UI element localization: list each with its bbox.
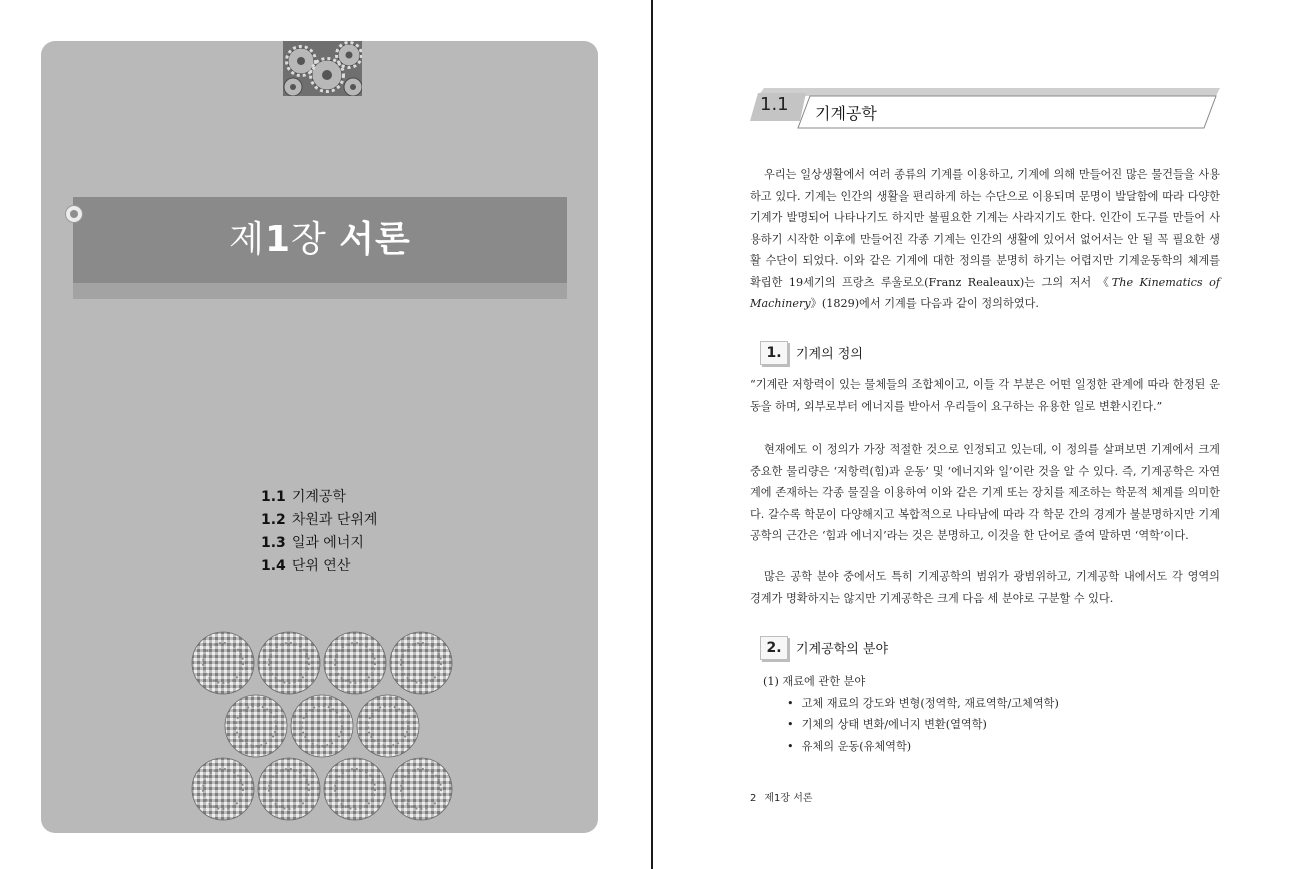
rotating-pattern-icon xyxy=(191,631,453,821)
definition-quote: “기계란 저항력이 있는 물체들의 조합체이고, 이들 각 부분은 어떤 일정한 관계에 따라 한정된 운동을 하며, 외부로부터 에너지를 받아서 우리들이 요구하는 유용한 일로 변환시킨다.” xyxy=(750,378,1220,413)
section-number: 1.1 xyxy=(760,94,789,115)
book-title: The Kinematics of Machinery xyxy=(750,275,1220,310)
subsection-number-box: 2. xyxy=(760,636,788,660)
intro-paragraph: 우리는 일상생활에서 여러 종류의 기계를 이용하고, 기계에 의해 만들어진 많은 물건들을 사용하고 있다. 기계는 인간의 생활을 편리하게 하는 수단으로 이용되며 문명이 발달함에 따라 다양한 기계가 발명되어 나타나기도 하지만 불필요한 기계는 사라지기도 한다. 인간이 도구를 만들어 사용하기 시작한 이후에 만들어진 각종 기계는 인간의 생활에 있어서 없어서는 안 될 꼭 필요한 생활 수단이 되었다. 이와 같은 기계에 대한 정의를 분명히 하기는 어렵지만 기계운동학의 체계를 확립한 19세기의 프랑츠 루울로오(Franz Realeaux)는 그의 저서 《The Kinematics of Machinery》(1829)에서 기계를 다음과 같이 정의하였다. xyxy=(750,168,1220,310)
chapter-title: 제1장 서론 xyxy=(229,219,411,260)
footer-chapter: 제1장 서론 xyxy=(764,793,813,804)
toc-item[interactable]: 1.1 기계공학 xyxy=(261,489,346,505)
section-title: 기계공학 xyxy=(815,104,877,123)
list-heading: (1) 재료에 관한 분야 xyxy=(763,675,866,688)
page-number: 2 xyxy=(750,793,757,804)
toc-item[interactable]: 1.4 단위 연산 xyxy=(261,558,351,574)
list-item: • 고체 재료의 강도와 변형(정역학, 재료역학/고체역학) xyxy=(763,693,1059,715)
page-footer xyxy=(750,789,813,804)
right-page xyxy=(653,0,1301,869)
list-item: • 유체의 운동(유체역학) xyxy=(763,736,1059,758)
gear-icon xyxy=(283,41,362,96)
optical-illusion-pattern xyxy=(191,631,453,821)
subsection-title: 기계공학의 분야 xyxy=(796,642,889,657)
list-item: • 기체의 상태 변화/에너지 변환(열역학) xyxy=(763,714,1059,736)
chapter-cover-panel xyxy=(41,41,598,833)
table-of-contents xyxy=(261,486,377,578)
fields-list xyxy=(763,671,1059,757)
toc-item[interactable]: 1.2 차원과 단위계 xyxy=(261,512,378,528)
subsection-title: 기계의 정의 xyxy=(796,347,863,362)
paragraph: 많은 공학 분야 중에서도 특히 기계공학의 범위가 광범위하고, 기계공학 내에서도 각 영역의 경계가 명확하지는 않지만 기계공학은 크게 다음 세 분야로 구분할 수 있다. xyxy=(750,570,1220,605)
gears-image xyxy=(283,41,362,96)
section-header xyxy=(750,88,1220,130)
toc-item[interactable]: 1.3 일과 에너지 xyxy=(261,535,364,551)
paragraph: 현재에도 이 정의가 가장 적절한 것으로 인정되고 있는데, 이 정의를 살펴보면 기계에서 크게 중요한 물리량은 ‘저항력(힘)과 운동’ 및 ‘에너지와 일’이란 것을 알 수 있다. 즉, 기계공학은 자연계에 존재하는 각종 물질을 이용하여 이와 같은 기계 또는 장치를 제조하는 학문적 체계를 의미한다. 갈수록 학문이 다양해지고 복합적으로 나타남에 따라 각 학문 간의 경계가 불분명하지만 기계공학의 근간은 ‘힘과 에너지’라는 것은 분명하고, 이것을 한 단어로 줄여 말하면 ‘역학’이다. xyxy=(750,443,1220,542)
subsection-number-box: 1. xyxy=(760,341,788,365)
chapter-band-strip xyxy=(73,283,567,299)
